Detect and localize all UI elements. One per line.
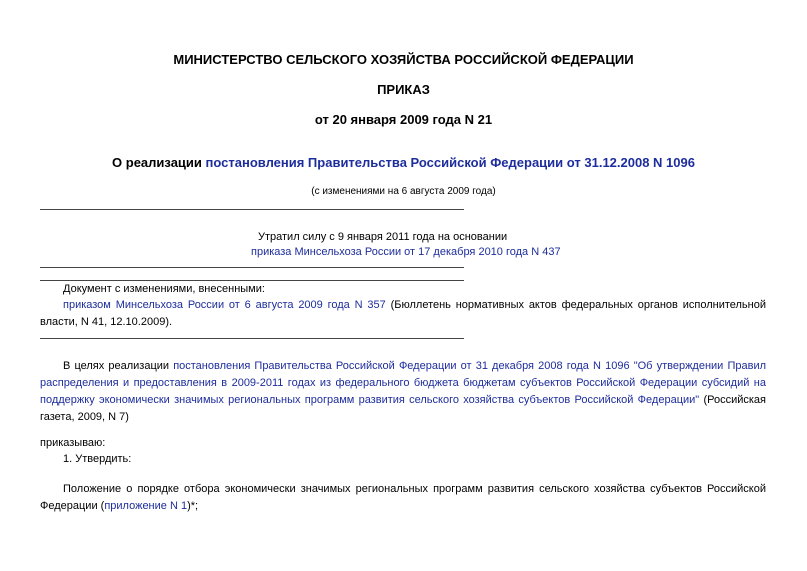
item-1: 1. Утвердить: xyxy=(63,453,132,465)
document-title xyxy=(0,155,807,170)
title-decree-link[interactable]: постановления Правительства Российской Федерации от 31.12.2008 N 1096 xyxy=(205,155,695,170)
amendments-paragraph xyxy=(40,297,766,331)
title-prefix: О реализации xyxy=(112,155,206,170)
divider xyxy=(40,338,464,339)
ministry-heading: МИНИСТЕРСТВО СЕЛЬСКОГО ХОЗЯЙСТВА РОССИЙСКОЙ ФЕДЕРАЦИИ xyxy=(173,52,634,67)
divider xyxy=(40,209,464,210)
preamble-source: (Российская газета, 2009, N 7) xyxy=(40,394,766,423)
revision-note: (с изменениями на 6 августа 2009 года) xyxy=(311,186,496,197)
preamble-paragraph xyxy=(40,358,766,426)
appendix-1-link[interactable]: приложение N 1 xyxy=(104,500,188,512)
status-text: Утратил силу с 9 января 2011 года на основании xyxy=(258,231,508,243)
amendments-source: (Бюллетень нормативных актов федеральных органов исполнительной власти, N 41, 12.10.2009). xyxy=(40,299,766,328)
amendment-order-link[interactable]: приказом Минсельхоза России от 6 августа 2009 года N 357 xyxy=(63,299,386,311)
divider xyxy=(40,267,464,268)
position-tail: )*; xyxy=(187,500,199,512)
amendments-intro: Документ с изменениями, внесенными: xyxy=(63,283,265,295)
order-word: приказываю: xyxy=(40,437,106,449)
repeal-order-link[interactable]: приказа Минсельхоза России от 17 декабря 2010 года N 437 xyxy=(251,246,561,258)
position-paragraph xyxy=(40,481,766,515)
date-number-heading: от 20 января 2009 года N 21 xyxy=(314,112,493,127)
doc-type-heading: ПРИКАЗ xyxy=(377,82,430,97)
preamble-decree-link[interactable]: постановления Правительства Российской Федерации от 31 декабря 2008 года N 1096 "Об утверждении Правил распределения и предоставления в 2009-2011 годах из федерального бюджета бюджетам субъектов Российской Федерации субсидий на поддержку экономически значимых региональных программ развития сельского хозяйства субъектов Российской Федерации" xyxy=(40,360,767,406)
position-text: Положение о порядке отбора экономически значимых региональных программ развития сельского хозяйства субъектов Российской Федерации ( xyxy=(40,483,766,512)
preamble-lead: В целях реализации xyxy=(63,360,174,372)
